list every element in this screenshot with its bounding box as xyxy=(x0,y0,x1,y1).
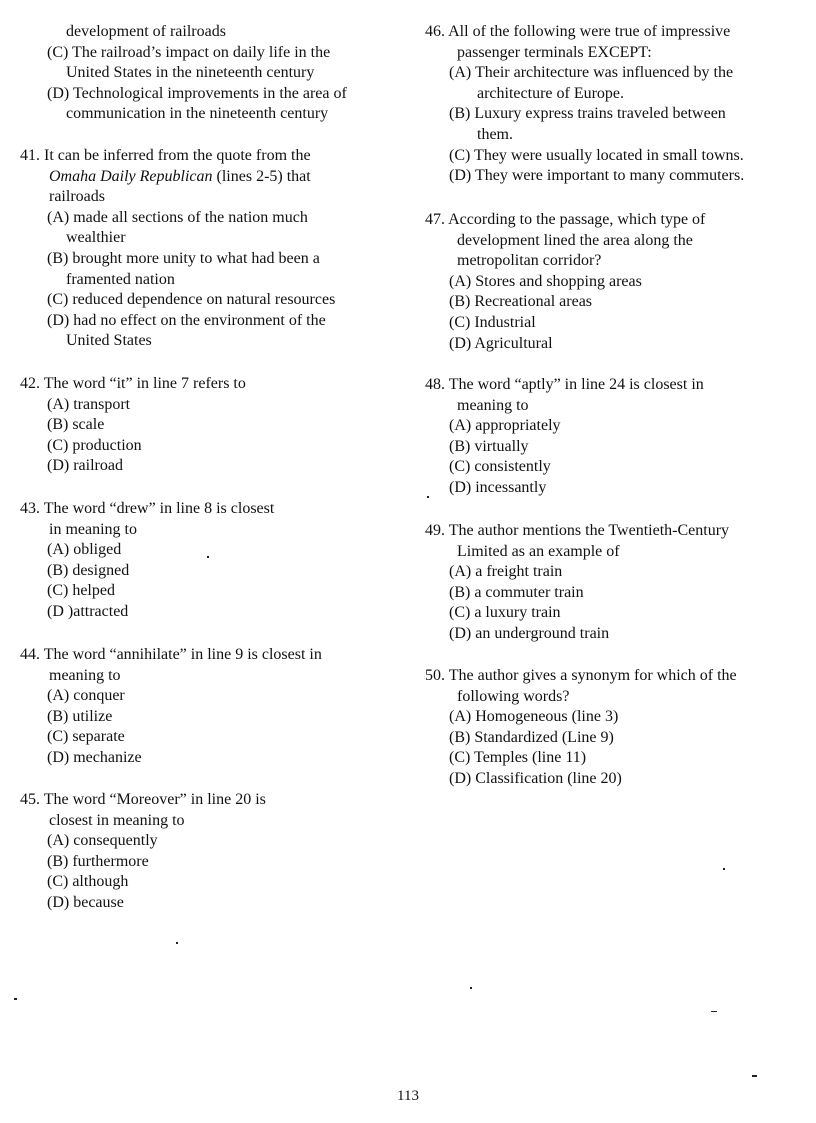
q45-option-d: (D) because xyxy=(47,893,124,911)
q48-option-d: (D) incessantly xyxy=(449,478,547,496)
question-50 xyxy=(425,666,805,790)
q43-option-a: (A) obliged xyxy=(47,541,122,559)
q45-option-a: (A) consequently xyxy=(47,832,158,850)
q49-stem: 49. The author mentions the Twentieth-Century Limited as an example of xyxy=(425,522,730,560)
q44-option-c: (C) separate xyxy=(47,728,125,746)
q43-stem: 43. The word “drew” in line 8 is closest in meaning to xyxy=(20,500,275,538)
q47-option-b: (B) Recreational areas xyxy=(449,293,593,311)
question-42 xyxy=(20,374,395,477)
q50-option-c: (C) Temples (line 11) xyxy=(449,749,587,767)
question-45 xyxy=(20,790,395,914)
question-44 xyxy=(20,645,395,769)
q46-option-d: (D) They were important to many commuters. xyxy=(449,167,745,185)
q44-option-a: (A) conquer xyxy=(47,687,125,705)
q47-option-a: (A) Stores and shopping areas xyxy=(449,272,642,290)
question-40-tail xyxy=(20,22,395,125)
question-48 xyxy=(425,375,805,499)
q40-option-c: (C) The railroad’s impact on daily life in the United States in the nineteenth century xyxy=(47,43,331,82)
q41-stem: 41. It can be inferred from the quote from the Omaha Daily Republican (lines 2-5) that railroads xyxy=(20,147,311,206)
q45-stem: 45. The word “Moreover” in line 20 is closest in meaning to xyxy=(20,791,266,829)
q42-stem: 42. The word “it” in line 7 refers to xyxy=(20,375,246,392)
q47-stem: 47. According to the passage, which type of development lined the area along the metropolitan corridor? xyxy=(425,211,706,270)
question-41 xyxy=(20,146,395,352)
q47-option-c: (C) Industrial xyxy=(449,313,536,331)
scan-speck xyxy=(470,987,472,989)
q46-option-a: (A) Their architecture was influenced by the architecture of Europe. xyxy=(449,64,734,102)
q50-option-b: (B) Standardized (Line 9) xyxy=(449,728,614,746)
scan-speck xyxy=(176,942,178,944)
q44-stem: 44. The word “annihilate” in line 9 is closest in meaning to xyxy=(20,646,322,684)
q41-newspaper-title: Omaha Daily Republican xyxy=(49,167,213,185)
q40-continuation: development of railroads xyxy=(66,23,226,40)
question-47 xyxy=(425,210,805,354)
q50-option-d: (D) Classification (line 20) xyxy=(449,769,622,787)
q41-option-c: (C) reduced dependence on natural resources xyxy=(47,291,336,309)
q41-option-d: (D) had no effect on the environment of the United States xyxy=(47,311,326,350)
q41-option-b: (B) brought more unity to what had been a framented nation xyxy=(47,249,320,288)
scan-speck xyxy=(427,496,429,498)
q42-option-b: (B) scale xyxy=(47,416,105,434)
q49-option-b: (B) a commuter train xyxy=(449,583,584,601)
scan-speck xyxy=(723,868,725,870)
q43-option-b: (B) designed xyxy=(47,561,130,579)
q42-option-a: (A) transport xyxy=(47,395,131,413)
q44-option-d: (D) mechanize xyxy=(47,748,142,766)
q42-option-c: (C) production xyxy=(47,436,142,454)
q49-option-c: (C) a luxury train xyxy=(449,604,561,622)
q41-option-a: (A) made all sections of the nation much wealthier xyxy=(47,208,308,247)
q40-option-d: (D) Technological improvements in the area of communication in the nineteenth century xyxy=(47,84,347,123)
q46-option-c: (C) They were usually located in small towns. xyxy=(449,146,744,164)
q47-option-d: (D) Agricultural xyxy=(449,334,553,352)
question-49 xyxy=(425,521,805,645)
q44-option-b: (B) utilize xyxy=(47,707,113,725)
q43-option-c: (C) helped xyxy=(47,582,115,600)
page-number: 113 xyxy=(397,1088,419,1104)
q48-option-a: (A) appropriately xyxy=(449,417,561,435)
q50-option-a: (A) Homogeneous (line 3) xyxy=(449,708,619,726)
q45-option-c: (C) although xyxy=(47,873,129,891)
q46-stem: 46. All of the following were true of impressive passenger terminals EXCEPT: xyxy=(425,23,731,61)
scan-speck xyxy=(14,998,17,1000)
q42-option-d: (D) railroad xyxy=(47,457,123,475)
question-46 xyxy=(425,22,805,187)
scan-speck xyxy=(711,1011,717,1012)
q46-option-b: (B) Luxury express trains traveled between them. xyxy=(449,105,726,143)
scan-speck xyxy=(207,556,209,558)
q48-option-b: (B) virtually xyxy=(449,437,529,455)
q49-option-d: (D) an underground train xyxy=(449,624,610,642)
q43-option-d: (D )attracted xyxy=(47,602,129,620)
q48-stem: 48. The word “aptly” in line 24 is closest in meaning to xyxy=(425,376,704,414)
q49-option-a: (A) a freight train xyxy=(449,563,563,581)
question-43 xyxy=(20,499,395,623)
q45-option-b: (B) furthermore xyxy=(47,852,149,870)
q48-option-c: (C) consistently xyxy=(449,458,551,476)
q50-stem: 50. The author gives a synonym for which of the following words? xyxy=(425,667,737,705)
scan-speck xyxy=(752,1075,757,1077)
